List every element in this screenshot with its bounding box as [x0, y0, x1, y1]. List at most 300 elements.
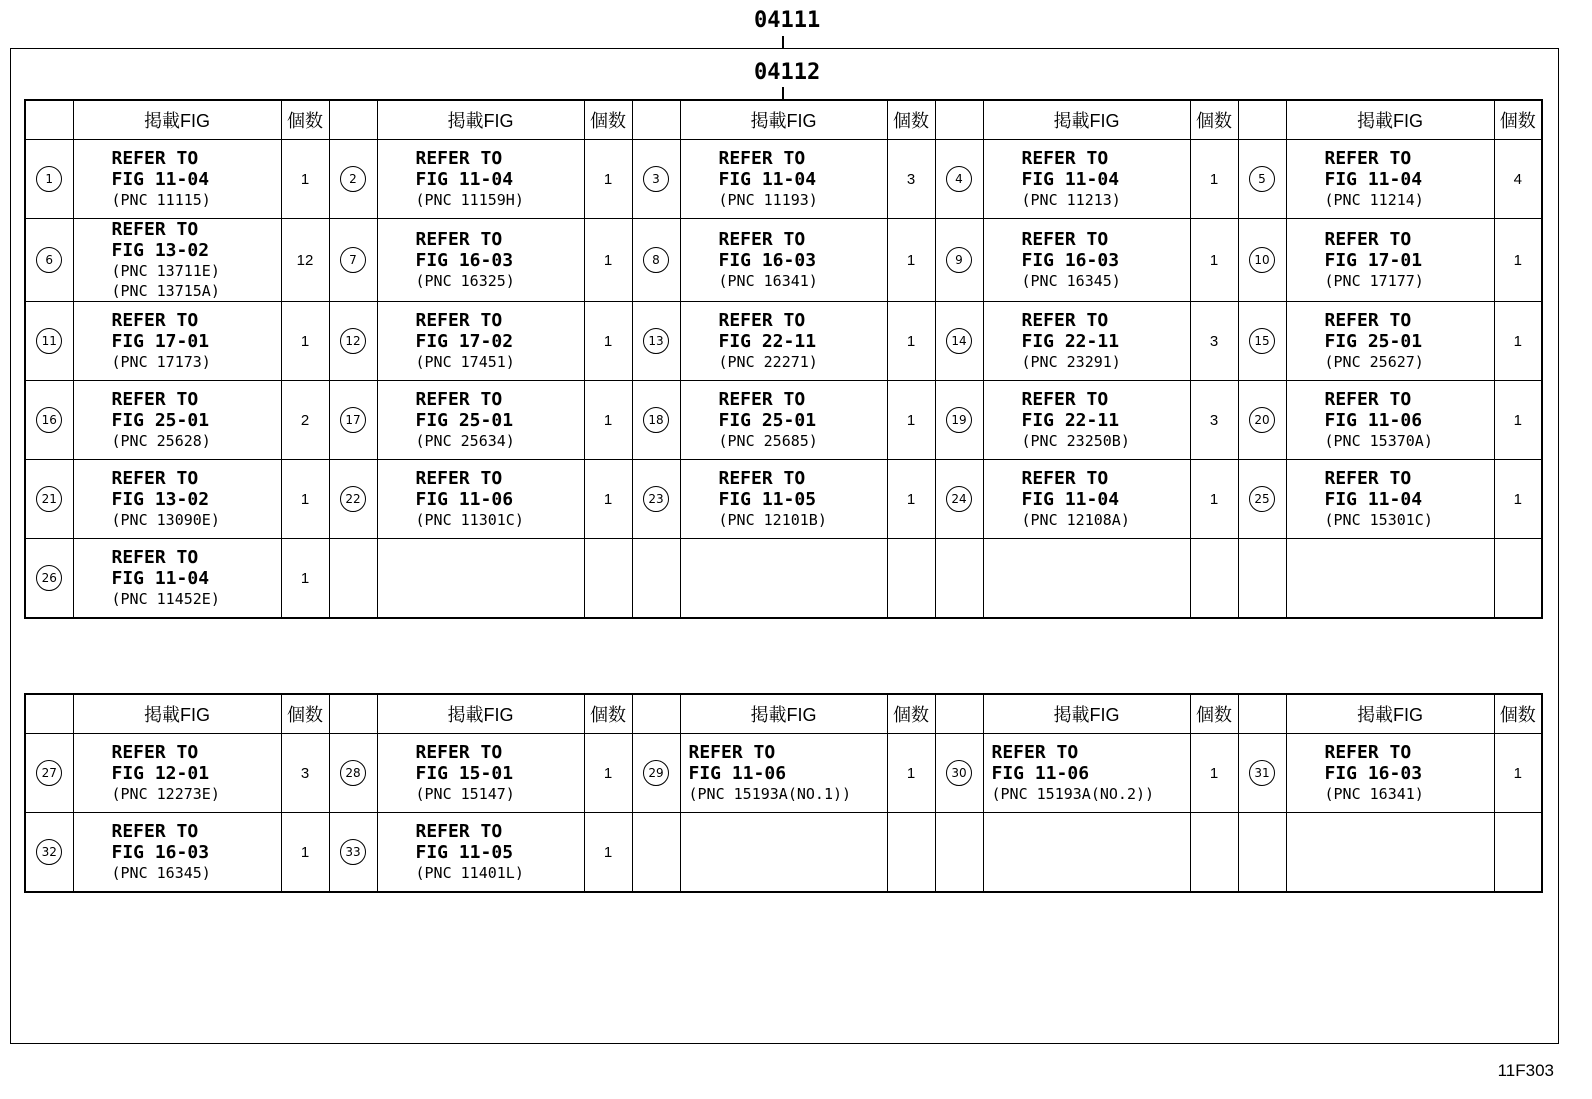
fig-number: FIG 11-05 [718, 489, 817, 510]
quantity-cell: 1 [1190, 219, 1238, 302]
fig-number: FIG 16-03 [1021, 250, 1120, 271]
callout-number: 17 [340, 407, 366, 433]
fig-reference [681, 468, 887, 530]
fig-ref-cell [1286, 381, 1494, 460]
fig-reference [984, 229, 1190, 291]
refer-to-text: REFER TO [1021, 468, 1109, 489]
fig-number: FIG 13-02 [111, 489, 210, 510]
quantity-cell: 1 [1190, 734, 1238, 813]
fig-ref-cell [983, 813, 1190, 893]
pnc-code: (PNC 22271) [718, 353, 818, 371]
fig-number: FIG 11-06 [688, 763, 787, 784]
item-number-cell [632, 539, 680, 619]
refer-to-text: REFER TO [111, 389, 199, 410]
header-fig: 掲載FIG [680, 100, 887, 140]
quantity-cell: 1 [1494, 219, 1542, 302]
header-blank [935, 100, 983, 140]
item-number-cell [1238, 813, 1286, 893]
quantity-cell: 1 [281, 302, 329, 381]
callout-number: 12 [340, 328, 366, 354]
callout-number: 33 [340, 839, 366, 865]
item-number-cell [25, 460, 73, 539]
refer-to-text: REFER TO [718, 468, 806, 489]
item-number-cell [329, 140, 377, 219]
callout-number: 22 [340, 486, 366, 512]
item-number-cell [1238, 140, 1286, 219]
item-number-cell [1238, 460, 1286, 539]
parts-table-2 [24, 693, 1543, 893]
quantity-cell: 1 [584, 813, 632, 893]
callout-number: 11 [36, 328, 62, 354]
pnc-code: (PNC 17177) [1324, 272, 1424, 290]
callout-number: 27 [36, 760, 62, 786]
quantity-cell [887, 539, 935, 619]
item-number-cell [25, 302, 73, 381]
callout-number: 15 [1249, 328, 1275, 354]
fig-ref-cell [983, 381, 1190, 460]
assembly-label-inner: 04112 [754, 60, 821, 85]
item-number-cell [632, 219, 680, 302]
header-qty: 個数 [281, 100, 329, 140]
item-number-cell [935, 381, 983, 460]
quantity-cell: 1 [1494, 734, 1542, 813]
header-row [25, 100, 1542, 140]
callout-number: 32 [36, 839, 62, 865]
quantity-cell: 1 [887, 302, 935, 381]
fig-number: FIG 25-01 [111, 410, 210, 431]
callout-number: 10 [1249, 247, 1275, 273]
pnc-code: (PNC 15370A) [1324, 432, 1433, 450]
fig-number: FIG 25-01 [415, 410, 514, 431]
header-blank [329, 100, 377, 140]
item-number-cell [329, 539, 377, 619]
parts-table-1 [24, 99, 1543, 619]
fig-ref-cell [680, 140, 887, 219]
refer-to-text: REFER TO [1021, 310, 1109, 331]
callout-number: 26 [36, 565, 62, 591]
quantity-cell: 1 [281, 813, 329, 893]
pnc-code: (PNC 13711E) [111, 262, 220, 280]
header-blank [329, 694, 377, 734]
callout-number: 21 [36, 486, 62, 512]
fig-reference [984, 742, 1190, 804]
callout-number: 23 [643, 486, 669, 512]
callout-number: 2 [340, 166, 366, 192]
fig-reference [378, 310, 584, 372]
item-number-cell [329, 302, 377, 381]
fig-reference [984, 310, 1190, 372]
header-blank [632, 694, 680, 734]
fig-number: FIG 25-01 [1324, 331, 1423, 352]
item-number-cell [935, 539, 983, 619]
item-number-cell [935, 219, 983, 302]
item-number-cell [632, 140, 680, 219]
fig-ref-cell [377, 813, 584, 893]
fig-reference [378, 468, 584, 530]
refer-to-text: REFER TO [1324, 229, 1412, 250]
header-qty: 個数 [1494, 100, 1542, 140]
callout-number: 16 [36, 407, 62, 433]
header-qty: 個数 [1494, 694, 1542, 734]
callout-number: 13 [643, 328, 669, 354]
callout-number: 3 [643, 166, 669, 192]
fig-ref-cell [73, 381, 281, 460]
fig-ref-cell [680, 219, 887, 302]
fig-ref-cell [73, 219, 281, 302]
assembly-label-outer: 04111 [754, 8, 821, 33]
item-number-cell [1238, 734, 1286, 813]
fig-ref-cell [983, 140, 1190, 219]
header-qty: 個数 [584, 694, 632, 734]
callout-number: 7 [340, 247, 366, 273]
header-fig: 掲載FIG [1286, 694, 1494, 734]
fig-ref-cell [1286, 734, 1494, 813]
header-blank [25, 694, 73, 734]
quantity-cell [1494, 813, 1542, 893]
pnc-code: (PNC 12273E) [111, 785, 220, 803]
fig-ref-cell [377, 460, 584, 539]
fig-ref-cell [1286, 140, 1494, 219]
pnc-code: (PNC 16341) [718, 272, 818, 290]
pnc-code: (PNC 11301C) [415, 511, 524, 529]
refer-to-text: REFER TO [1324, 310, 1412, 331]
fig-reference [681, 229, 887, 291]
fig-number: FIG 11-04 [718, 169, 817, 190]
fig-ref-cell [377, 302, 584, 381]
quantity-cell: 1 [584, 460, 632, 539]
fig-number: FIG 22-11 [1021, 410, 1120, 431]
item-number-cell [329, 219, 377, 302]
pnc-code: (PNC 11452E) [111, 590, 220, 608]
fig-reference [74, 468, 281, 530]
refer-to-text: REFER TO [111, 742, 199, 763]
item-number-cell [329, 381, 377, 460]
refer-to-text: REFER TO [111, 219, 199, 240]
header-qty: 個数 [584, 100, 632, 140]
fig-number: FIG 11-04 [111, 568, 210, 589]
fig-ref-cell [1286, 539, 1494, 619]
refer-to-text: REFER TO [415, 389, 503, 410]
quantity-cell [1494, 539, 1542, 619]
fig-ref-cell [983, 302, 1190, 381]
item-number-cell [632, 813, 680, 893]
refer-to-text: REFER TO [111, 821, 199, 842]
fig-reference [74, 148, 281, 210]
fig-ref-cell [983, 460, 1190, 539]
pnc-code: (PNC 16341) [1324, 785, 1424, 803]
fig-reference [74, 547, 281, 609]
header-row [25, 694, 1542, 734]
item-number-cell [329, 813, 377, 893]
item-number-cell [632, 460, 680, 539]
header-fig: 掲載FIG [377, 100, 584, 140]
fig-ref-cell [377, 734, 584, 813]
header-fig: 掲載FIG [377, 694, 584, 734]
callout-number: 4 [946, 166, 972, 192]
pnc-code: (PNC 16345) [1021, 272, 1121, 290]
fig-ref-cell [377, 381, 584, 460]
callout-number: 25 [1249, 486, 1275, 512]
quantity-cell: 1 [584, 734, 632, 813]
fig-number: FIG 11-05 [415, 842, 514, 863]
fig-ref-cell [377, 539, 584, 619]
fig-reference [378, 389, 584, 451]
quantity-cell [887, 813, 935, 893]
quantity-cell: 3 [1190, 381, 1238, 460]
fig-reference [1287, 389, 1494, 451]
table-row [25, 140, 1542, 219]
fig-number: FIG 16-03 [1324, 763, 1423, 784]
pnc-code: (PNC 11401L) [415, 864, 524, 882]
callout-number: 29 [643, 760, 669, 786]
quantity-cell [584, 539, 632, 619]
table-row [25, 460, 1542, 539]
header-fig: 掲載FIG [73, 694, 281, 734]
fig-ref-cell [73, 302, 281, 381]
quantity-cell: 1 [1494, 460, 1542, 539]
pnc-code: (PNC 15193A(NO.2)) [991, 785, 1155, 803]
pnc-code: (PNC 16325) [415, 272, 515, 290]
fig-reference [681, 389, 887, 451]
fig-reference [681, 742, 887, 804]
header-qty: 個数 [887, 100, 935, 140]
callout-number: 28 [340, 760, 366, 786]
refer-to-text: REFER TO [1021, 148, 1109, 169]
pnc-code: (PNC 17173) [111, 353, 211, 371]
refer-to-text: REFER TO [1324, 148, 1412, 169]
fig-number: FIG 11-04 [1324, 489, 1423, 510]
item-number-cell [1238, 381, 1286, 460]
fig-ref-cell [680, 734, 887, 813]
fig-ref-cell [73, 140, 281, 219]
refer-to-text: REFER TO [718, 310, 806, 331]
header-blank [632, 100, 680, 140]
pnc-code: (PNC 25685) [718, 432, 818, 450]
fig-ref-cell [680, 381, 887, 460]
fig-ref-cell [680, 813, 887, 893]
fig-number: FIG 11-06 [1324, 410, 1423, 431]
item-number-cell [1238, 302, 1286, 381]
quantity-cell: 1 [1190, 140, 1238, 219]
callout-number: 1 [36, 166, 62, 192]
fig-reference [1287, 468, 1494, 530]
fig-number: FIG 16-03 [718, 250, 817, 271]
pnc-code: (PNC 25627) [1324, 353, 1424, 371]
table-row [25, 539, 1542, 619]
fig-ref-cell [1286, 219, 1494, 302]
refer-to-text: REFER TO [1021, 389, 1109, 410]
fig-number: FIG 17-01 [1324, 250, 1423, 271]
fig-number: FIG 13-02 [111, 240, 210, 261]
pnc-code: (PNC 15147) [415, 785, 515, 803]
item-number-cell [632, 381, 680, 460]
fig-reference [1287, 148, 1494, 210]
fig-number: FIG 11-04 [1021, 489, 1120, 510]
header-fig: 掲載FIG [983, 694, 1190, 734]
header-fig: 掲載FIG [680, 694, 887, 734]
header-blank [1238, 100, 1286, 140]
pnc-code: (PNC 13715A) [111, 282, 220, 300]
refer-to-text: REFER TO [991, 742, 1079, 763]
quantity-cell [1190, 813, 1238, 893]
refer-to-text: REFER TO [718, 148, 806, 169]
fig-number: FIG 17-02 [415, 331, 514, 352]
fig-number: FIG 12-01 [111, 763, 210, 784]
fig-number: FIG 22-11 [1021, 331, 1120, 352]
pnc-code: (PNC 16345) [111, 864, 211, 882]
fig-number: FIG 15-01 [415, 763, 514, 784]
header-fig: 掲載FIG [983, 100, 1190, 140]
header-qty: 個数 [1190, 100, 1238, 140]
pnc-code: (PNC 12101B) [718, 511, 827, 529]
table-row [25, 219, 1542, 302]
quantity-cell: 1 [1494, 381, 1542, 460]
refer-to-text: REFER TO [111, 547, 199, 568]
quantity-cell: 1 [584, 219, 632, 302]
fig-number: FIG 11-06 [415, 489, 514, 510]
header-blank [935, 694, 983, 734]
fig-reference [984, 389, 1190, 451]
item-number-cell [25, 381, 73, 460]
header-blank [25, 100, 73, 140]
fig-ref-cell [983, 539, 1190, 619]
fig-reference [984, 468, 1190, 530]
item-number-cell [935, 460, 983, 539]
callout-number: 18 [643, 407, 669, 433]
quantity-cell: 4 [1494, 140, 1542, 219]
item-number-cell [632, 302, 680, 381]
quantity-cell: 1 [281, 539, 329, 619]
pnc-code: (PNC 11193) [718, 191, 818, 209]
refer-to-text: REFER TO [111, 310, 199, 331]
pnc-code: (PNC 15301C) [1324, 511, 1433, 529]
fig-ref-cell [1286, 813, 1494, 893]
quantity-cell: 1 [887, 734, 935, 813]
item-number-cell [935, 302, 983, 381]
pnc-code: (PNC 23250B) [1021, 432, 1130, 450]
pnc-code: (PNC 23291) [1021, 353, 1121, 371]
fig-ref-cell [1286, 302, 1494, 381]
pnc-code: (PNC 11214) [1324, 191, 1424, 209]
refer-to-text: REFER TO [415, 148, 503, 169]
callout-number: 9 [946, 247, 972, 273]
item-number-cell [25, 813, 73, 893]
fig-ref-cell [377, 219, 584, 302]
item-number-cell [329, 734, 377, 813]
refer-to-text: REFER TO [1324, 389, 1412, 410]
fig-ref-cell [73, 539, 281, 619]
pnc-code: (PNC 11213) [1021, 191, 1121, 209]
table-row [25, 734, 1542, 813]
item-number-cell [25, 140, 73, 219]
refer-to-text: REFER TO [415, 229, 503, 250]
fig-ref-cell [73, 813, 281, 893]
fig-ref-cell [680, 302, 887, 381]
fig-reference [1287, 229, 1494, 291]
refer-to-text: REFER TO [415, 742, 503, 763]
table-row [25, 302, 1542, 381]
item-number-cell [935, 734, 983, 813]
refer-to-text: REFER TO [1021, 229, 1109, 250]
table-row [25, 813, 1542, 893]
refer-to-text: REFER TO [718, 389, 806, 410]
fig-reference [681, 310, 887, 372]
fig-ref-cell [73, 734, 281, 813]
quantity-cell: 1 [1190, 460, 1238, 539]
item-number-cell [25, 539, 73, 619]
callout-number: 20 [1249, 407, 1275, 433]
quantity-cell: 3 [281, 734, 329, 813]
fig-reference [378, 148, 584, 210]
fig-number: FIG 25-01 [718, 410, 817, 431]
refer-to-text: REFER TO [111, 148, 199, 169]
pnc-code: (PNC 15193A(NO.1)) [688, 785, 852, 803]
fig-ref-cell [983, 219, 1190, 302]
fig-number: FIG 17-01 [111, 331, 210, 352]
item-number-cell [935, 813, 983, 893]
callout-number: 8 [643, 247, 669, 273]
header-fig: 掲載FIG [1286, 100, 1494, 140]
fig-number: FIG 11-04 [111, 169, 210, 190]
header-qty: 個数 [1190, 694, 1238, 734]
table-row [25, 381, 1542, 460]
quantity-cell: 1 [584, 140, 632, 219]
fig-ref-cell [73, 460, 281, 539]
refer-to-text: REFER TO [688, 742, 776, 763]
quantity-cell: 1 [281, 140, 329, 219]
fig-ref-cell [983, 734, 1190, 813]
fig-number: FIG 11-04 [1021, 169, 1120, 190]
fig-reference [74, 219, 281, 301]
callout-number: 31 [1249, 760, 1275, 786]
fig-number: FIG 16-03 [415, 250, 514, 271]
fig-reference [1287, 742, 1494, 804]
fig-reference [74, 742, 281, 804]
fig-reference [378, 742, 584, 804]
quantity-cell: 3 [1190, 302, 1238, 381]
callout-number: 24 [946, 486, 972, 512]
pnc-code: (PNC 25628) [111, 432, 211, 450]
callout-number: 19 [946, 407, 972, 433]
pnc-code: (PNC 13090E) [111, 511, 220, 529]
fig-number: FIG 11-04 [1324, 169, 1423, 190]
fig-reference [378, 229, 584, 291]
quantity-cell: 1 [887, 219, 935, 302]
fig-ref-cell [1286, 460, 1494, 539]
pnc-code: (PNC 25634) [415, 432, 515, 450]
fig-number: FIG 22-11 [718, 331, 817, 352]
refer-to-text: REFER TO [718, 229, 806, 250]
callout-number: 30 [946, 760, 972, 786]
pnc-code: (PNC 11115) [111, 191, 211, 209]
fig-reference [984, 148, 1190, 210]
fig-ref-cell [680, 539, 887, 619]
item-number-cell [329, 460, 377, 539]
refer-to-text: REFER TO [415, 821, 503, 842]
fig-ref-cell [377, 140, 584, 219]
fig-number: FIG 11-06 [991, 763, 1090, 784]
pnc-code: (PNC 11159H) [415, 191, 524, 209]
figure-code: 11F303 [1497, 1061, 1554, 1080]
header-qty: 個数 [887, 694, 935, 734]
callout-number: 6 [36, 247, 62, 273]
quantity-cell: 3 [887, 140, 935, 219]
quantity-cell: 1 [584, 381, 632, 460]
fig-number: FIG 16-03 [111, 842, 210, 863]
item-number-cell [25, 734, 73, 813]
item-number-cell [1238, 539, 1286, 619]
refer-to-text: REFER TO [1324, 468, 1412, 489]
